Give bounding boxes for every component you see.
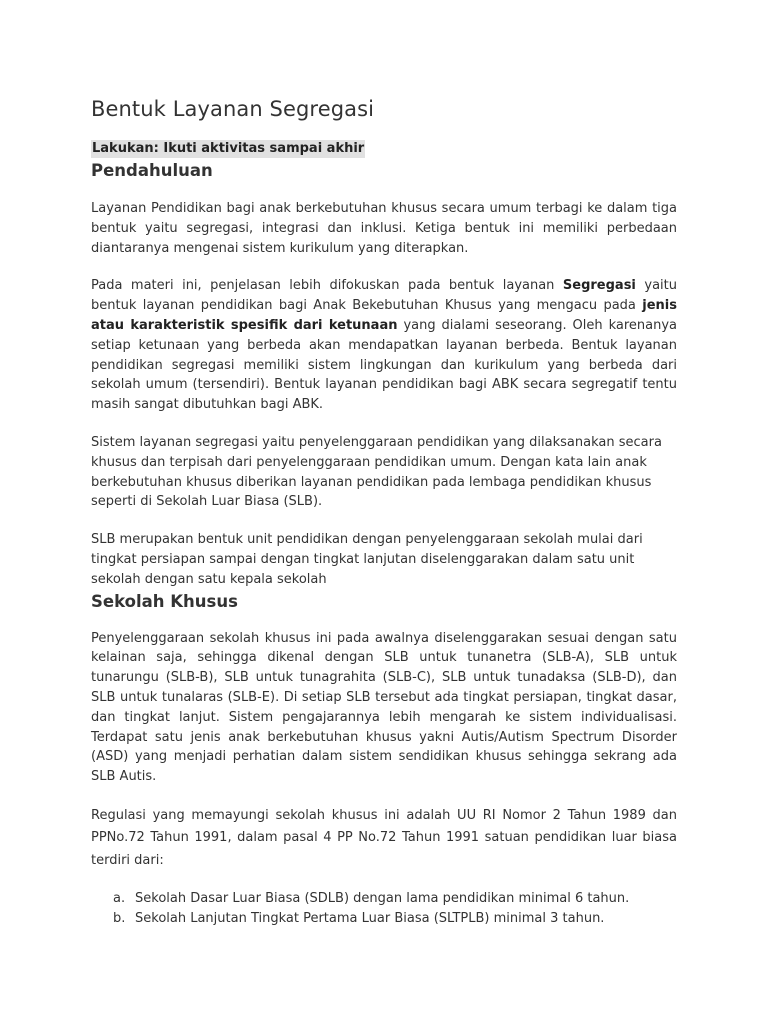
paragraph-intro: Layanan Pendidikan bagi anak berkebutuhan khusus secara umum terbagi ke dalam tiga bentuk yaitu segregasi, integrasi dan inklusi. Ketiga bentuk ini memiliki perbedaan diantaranya mengenai sistem kurikulum yang diterapkan. bbox=[91, 201, 677, 256]
list-item bbox=[91, 889, 677, 909]
bold-term-karakteristik: jenis atau karakteristik spesifik dari ketunaan bbox=[91, 298, 677, 333]
paragraph-regulasi: Regulasi yang memayungi sekolah khusus ini adalah UU RI Nomor 2 Tahun 1989 dan PPNo.72 Tahun 1991, dalam pasal 4 PP No.72 Tahun 1991 satuan pendidikan luar biasa terdiri dari: bbox=[91, 807, 677, 868]
paragraph-text: yang dialami seseorang. Oleh karenanya setiap ketunaan yang berbeda akan mendapatkan layanan berbeda. Bentuk layanan pendidikan segregasi memiliki sistem lingkungan dan kurikulum yang berbeda dari sekolah umum (tersendiri). Bentuk layanan pendidikan bagi ABK secara segregatif tentu masih sangat dibutuhkan bagi ABK. bbox=[91, 317, 677, 413]
paragraph-text: yaitu bentuk layanan pendidikan bagi Anak Bekebutuhan Khusus yang mengacu pada bbox=[91, 278, 677, 314]
section-heading-pendahuluan: Pendahuluan bbox=[91, 161, 213, 180]
bold-term-segregasi: Segregasi bbox=[562, 278, 636, 294]
paragraph-penyelenggaraan: Penyelenggaraan sekolah khusus ini pada awalnya diselenggarakan sesuai dengan satu kelainan saja, sehingga dikenal dengan SLB untuk tunanetra (SLB-A), SLB untuk tunarungu (SLB-B), SLB untuk tunagrahita (SLB-C), SLB untuk tunadaksa (SLB-D), dan SLB untuk tunalaras (SLB-E). Di setiap SLB tersebut ada tingkat persiapan, tingkat dasar, dan tingkat lanjut. Sistem pengajarannya lebih mengarah ke sistem individualisasi. Terdapat satu jenis anak berkebutuhan khusus yakni Autis/Autism Spectrum Disorder (ASD) yang menjadi perhatian dalam sistem sendidikan khusus sehingga sekrang ada SLB Autis. bbox=[91, 630, 677, 785]
document-page bbox=[91, 92, 677, 929]
list-item-text: Sekolah Dasar Luar Biasa (SDLB) dengan lama pendidikan minimal 6 tahun. bbox=[135, 891, 630, 907]
school-type-list bbox=[91, 889, 677, 929]
paragraph-segregasi-focus bbox=[91, 276, 677, 415]
paragraph-slb: SLB merupakan bentuk unit pendidikan dengan penyelenggaraan sekolah mulai dari tingkat persiapan sampai dengan tingkat lanjutan diselenggarakan dalam satu unit sekolah dengan satu kepala sekolah bbox=[91, 532, 643, 587]
paragraph-text: Pada materi ini, penjelasan lebih difokuskan pada bentuk layanan bbox=[91, 278, 563, 294]
list-marker: b. bbox=[113, 911, 126, 927]
page-title: Bentuk Layanan Segregasi bbox=[91, 97, 375, 121]
list-item-text: Sekolah Lanjutan Tingkat Pertama Luar Biasa (SLTPLB) minimal 3 tahun. bbox=[135, 911, 605, 927]
list-item bbox=[91, 909, 677, 929]
instruction-highlight: Lakukan: Ikuti aktivitas sampai akhir bbox=[92, 141, 365, 156]
paragraph-sistem-segregasi: Sistem layanan segregasi yaitu penyelenggaraan pendidikan yang dilaksanakan secara khusus dan terpisah dari penyelenggaraan pendidikan umum. Dengan kata lain anak berkebutuhan khusus diberikan layanan pendidikan pada lembaga pendidikan khusus seperti di Sekolah Luar Biasa (SLB). bbox=[91, 434, 662, 510]
list-marker: a. bbox=[113, 891, 126, 907]
section-heading-sekolah-khusus: Sekolah Khusus bbox=[91, 591, 238, 611]
